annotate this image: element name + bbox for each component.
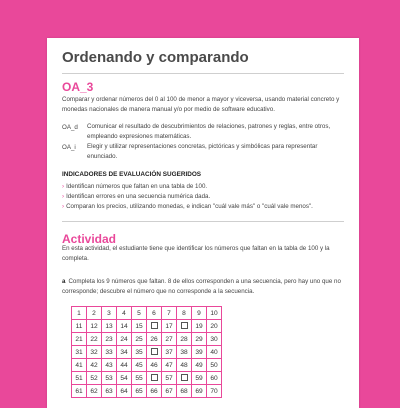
number-cell: 59 xyxy=(192,372,207,385)
table-row xyxy=(72,385,222,398)
answer-box[interactable] xyxy=(151,374,158,381)
task-text: Completa los 9 números que faltan. 8 de ellos corresponden a una secuencia, pero hay uno que no corresponde; descubre el número que no corresponde a la secuencia. xyxy=(62,278,341,295)
number-cell: 23 xyxy=(102,333,117,346)
number-cell: 30 xyxy=(207,333,222,346)
number-cell: 17 xyxy=(162,320,177,333)
number-cell: 63 xyxy=(102,385,117,398)
title-divider xyxy=(62,73,344,74)
objective-text-1: Comunicar el resultado de descubrimientos de relaciones, patrones y reglas, entre otros, empleando expresiones matemáticas. xyxy=(87,123,331,140)
table-row xyxy=(72,333,222,346)
objective-text-2: Elegir y utilizar representaciones concretas, pictóricas y simbólicas para representar enunciado. xyxy=(87,143,318,160)
number-cell: 8 xyxy=(177,307,192,320)
table-row xyxy=(72,372,222,385)
answer-box[interactable] xyxy=(181,322,188,329)
number-cell: 47 xyxy=(162,359,177,372)
task-label: a xyxy=(62,278,66,285)
number-cell: 70 xyxy=(207,385,222,398)
number-cell: 6 xyxy=(147,307,162,320)
number-cell: 57 xyxy=(162,372,177,385)
number-cell: 22 xyxy=(87,333,102,346)
number-cell: 26 xyxy=(147,333,162,346)
indicator-item: › Identifican errores en una secuencia numérica dada. xyxy=(62,193,211,200)
table-row xyxy=(72,359,222,372)
number-cell: 19 xyxy=(192,320,207,333)
worksheet-page xyxy=(47,38,359,408)
indicator-item: › Comparan los precios, utilizando monedas, e indican "cuál vale más" o "cuál vale menos". xyxy=(62,203,313,210)
number-cell: 37 xyxy=(162,346,177,359)
number-cell: 28 xyxy=(177,333,192,346)
number-cell: 39 xyxy=(192,346,207,359)
objective-code-2: OA_i xyxy=(62,144,76,151)
number-cell: 35 xyxy=(132,346,147,359)
indicators-heading: INDICADORES DE EVALUACIÓN SUGERIDOS xyxy=(62,171,202,178)
number-cell: 41 xyxy=(72,359,87,372)
objective-code-1: OA_d xyxy=(62,124,78,131)
activity-heading: Actividad xyxy=(62,232,117,246)
number-cell: 32 xyxy=(87,346,102,359)
number-cell: 9 xyxy=(192,307,207,320)
number-cell: 1 xyxy=(72,307,87,320)
number-cell: 31 xyxy=(72,346,87,359)
number-cell: 38 xyxy=(177,346,192,359)
number-cell: 13 xyxy=(102,320,117,333)
number-cell: 27 xyxy=(162,333,177,346)
number-cell: 46 xyxy=(147,359,162,372)
oa-code: OA_3 xyxy=(62,80,94,94)
number-cell: 44 xyxy=(117,359,132,372)
bullet-icon: › xyxy=(62,193,65,200)
task-a xyxy=(62,277,354,297)
number-cell: 43 xyxy=(102,359,117,372)
number-cell: 50 xyxy=(207,359,222,372)
number-cell: 60 xyxy=(207,372,222,385)
indicator-item: › Identifican números que faltan en una tabla de 100. xyxy=(62,183,208,190)
number-cell: 4 xyxy=(117,307,132,320)
number-cell: 45 xyxy=(132,359,147,372)
number-cell: 65 xyxy=(132,385,147,398)
number-cell: 42 xyxy=(87,359,102,372)
number-cell: 20 xyxy=(207,320,222,333)
number-cell: 34 xyxy=(117,346,132,359)
number-cell: 25 xyxy=(132,333,147,346)
blank-cell[interactable] xyxy=(177,372,192,385)
number-cell: 69 xyxy=(192,385,207,398)
number-cell: 40 xyxy=(207,346,222,359)
table-row xyxy=(72,320,222,333)
number-cell: 33 xyxy=(102,346,117,359)
bullet-icon: › xyxy=(62,203,65,210)
answer-box[interactable] xyxy=(181,374,188,381)
number-cell: 11 xyxy=(72,320,87,333)
answer-box[interactable] xyxy=(151,322,158,329)
number-cell: 66 xyxy=(147,385,162,398)
blank-cell[interactable] xyxy=(147,346,162,359)
table-row xyxy=(72,346,222,359)
number-cell: 3 xyxy=(102,307,117,320)
number-cell: 14 xyxy=(117,320,132,333)
section-divider xyxy=(62,221,344,222)
answer-box[interactable] xyxy=(151,348,158,355)
number-cell: 52 xyxy=(87,372,102,385)
number-cell: 15 xyxy=(132,320,147,333)
number-cell: 5 xyxy=(132,307,147,320)
number-cell: 24 xyxy=(117,333,132,346)
hundred-table xyxy=(71,306,222,398)
page-title: Ordenando y comparando xyxy=(62,49,249,66)
number-cell: 68 xyxy=(177,385,192,398)
number-cell: 7 xyxy=(162,307,177,320)
bullet-icon: › xyxy=(62,183,65,190)
number-cell: 49 xyxy=(192,359,207,372)
number-cell: 51 xyxy=(72,372,87,385)
number-cell: 53 xyxy=(102,372,117,385)
table-row xyxy=(72,307,222,320)
blank-cell[interactable] xyxy=(147,372,162,385)
number-cell: 48 xyxy=(177,359,192,372)
number-cell: 54 xyxy=(117,372,132,385)
number-cell: 64 xyxy=(117,385,132,398)
number-cell: 10 xyxy=(207,307,222,320)
number-cell: 61 xyxy=(72,385,87,398)
oa-description: Comparar y ordenar números del 0 al 100 de menor a mayor y viceversa, usando material concreto y monedas nacionales de manera manual y/o por medio de software educativo. xyxy=(62,96,340,113)
number-cell: 12 xyxy=(87,320,102,333)
blank-cell[interactable] xyxy=(147,320,162,333)
number-cell: 29 xyxy=(192,333,207,346)
number-cell: 2 xyxy=(87,307,102,320)
activity-description: En esta actividad, el estudiante tiene que identificar los números que faltan en la tabla de 100 y la completa. xyxy=(62,245,330,262)
number-cell: 21 xyxy=(72,333,87,346)
number-cell: 55 xyxy=(132,372,147,385)
number-cell: 67 xyxy=(162,385,177,398)
number-cell: 62 xyxy=(87,385,102,398)
blank-cell[interactable] xyxy=(177,320,192,333)
